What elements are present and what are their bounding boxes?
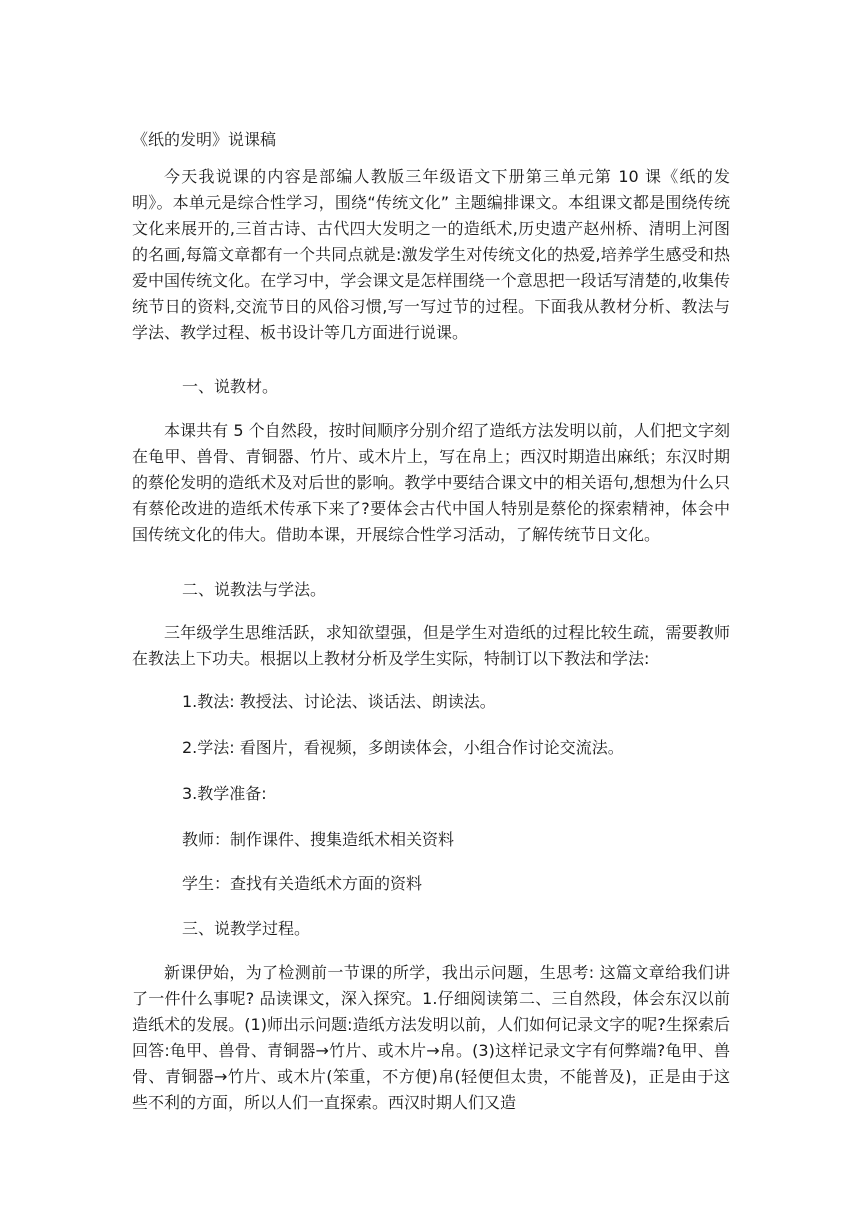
section3-heading: 三、说教学过程。 [182, 919, 311, 938]
section2-paragraph: 三年级学生思维活跃，求知欲望强，但是学生对造纸的过程比较生疏，需要教师在教法上下功夫。根据以上教材分析及学生实际，特制订以下教法和学法: [132, 623, 730, 668]
document-title: 《纸的发明》说课稿 [132, 130, 277, 149]
teacher-prep-item: 教师：制作课件、搜集造纸术相关资料 [182, 830, 455, 849]
section1-heading: 一、说教材。 [182, 377, 279, 396]
section2-heading: 二、说教法与学法。 [182, 580, 327, 599]
teaching-method-item: 1.教法: 教授法、讨论法、谈话法、朗读法。 [182, 692, 496, 711]
learning-method-item: 2.学法: 看图片，看视频，多朗读体会，小组合作讨论交流法。 [182, 738, 624, 757]
intro-paragraph: 今天我说课的内容是部编人教版三年级语文下册第三单元第 10 课《纸的发明》。本单元是综合性学习，围绕“传统文化” 主题编排课文。本组课文都是围绕传统文化来展开的,三首古诗、古代四大发明之一的造纸术,历史遗产赵州桥、清明上河图的名画,每篇文章都有一个共同点就是:激发学生对传统文化的热爱,培养学生感受和热爱中国传统文化。在学习中，学会课文是怎样围绕一个意思把一段话写清楚的,收集传统节日的资料,交流节日的风俗习惯,写一写过节的过程。下面我从教材分析、教法与学法、教学过程、板书设计等几方面进行说课。 [132, 167, 730, 342]
preparation-item: 3.教学准备: [182, 784, 267, 803]
student-prep-item: 学生：查找有关造纸术方面的资料 [182, 874, 423, 893]
section3-paragraph: 新课伊始，为了检测前一节课的所学，我出示问题，生思考: 这篇文章给我们讲了一件什么事呢? 品读课文，深入探究。1.仔细阅读第二、三自然段，体会东汉以前造纸术的发展。(1)师出示问题:造纸方法发明以前，人们如何记录文字的呢?生探索后回答:龟甲、兽骨、青铜器→竹片、或木片→帛。(3)这样记录文字有何弊端?龟甲、兽骨、青铜器→竹片、或木片(笨重，不方便)帛(轻便但太贵，不能普及)，正是由于这些不利的方面，所以人们一直探索。西汉时期人们又造 [132, 963, 730, 1112]
section1-paragraph: 本课共有 5 个自然段，按时间顺序分别介绍了造纸方法发明以前，人们把文字刻在龟甲、兽骨、青铜器、竹片、或木片上，写在帛上；西汉时期造出麻纸；东汉时期的蔡伦发明的造纸术及对后世的影响。教学中要结合课文中的相关语句,想想为什么只有蔡伦改进的造纸术传承下来了?要体会古代中国人特别是蔡伦的探索精神，体会中国传统文化的伟大。借助本课，开展综合性学习活动，了解传统节日文化。 [132, 421, 730, 544]
